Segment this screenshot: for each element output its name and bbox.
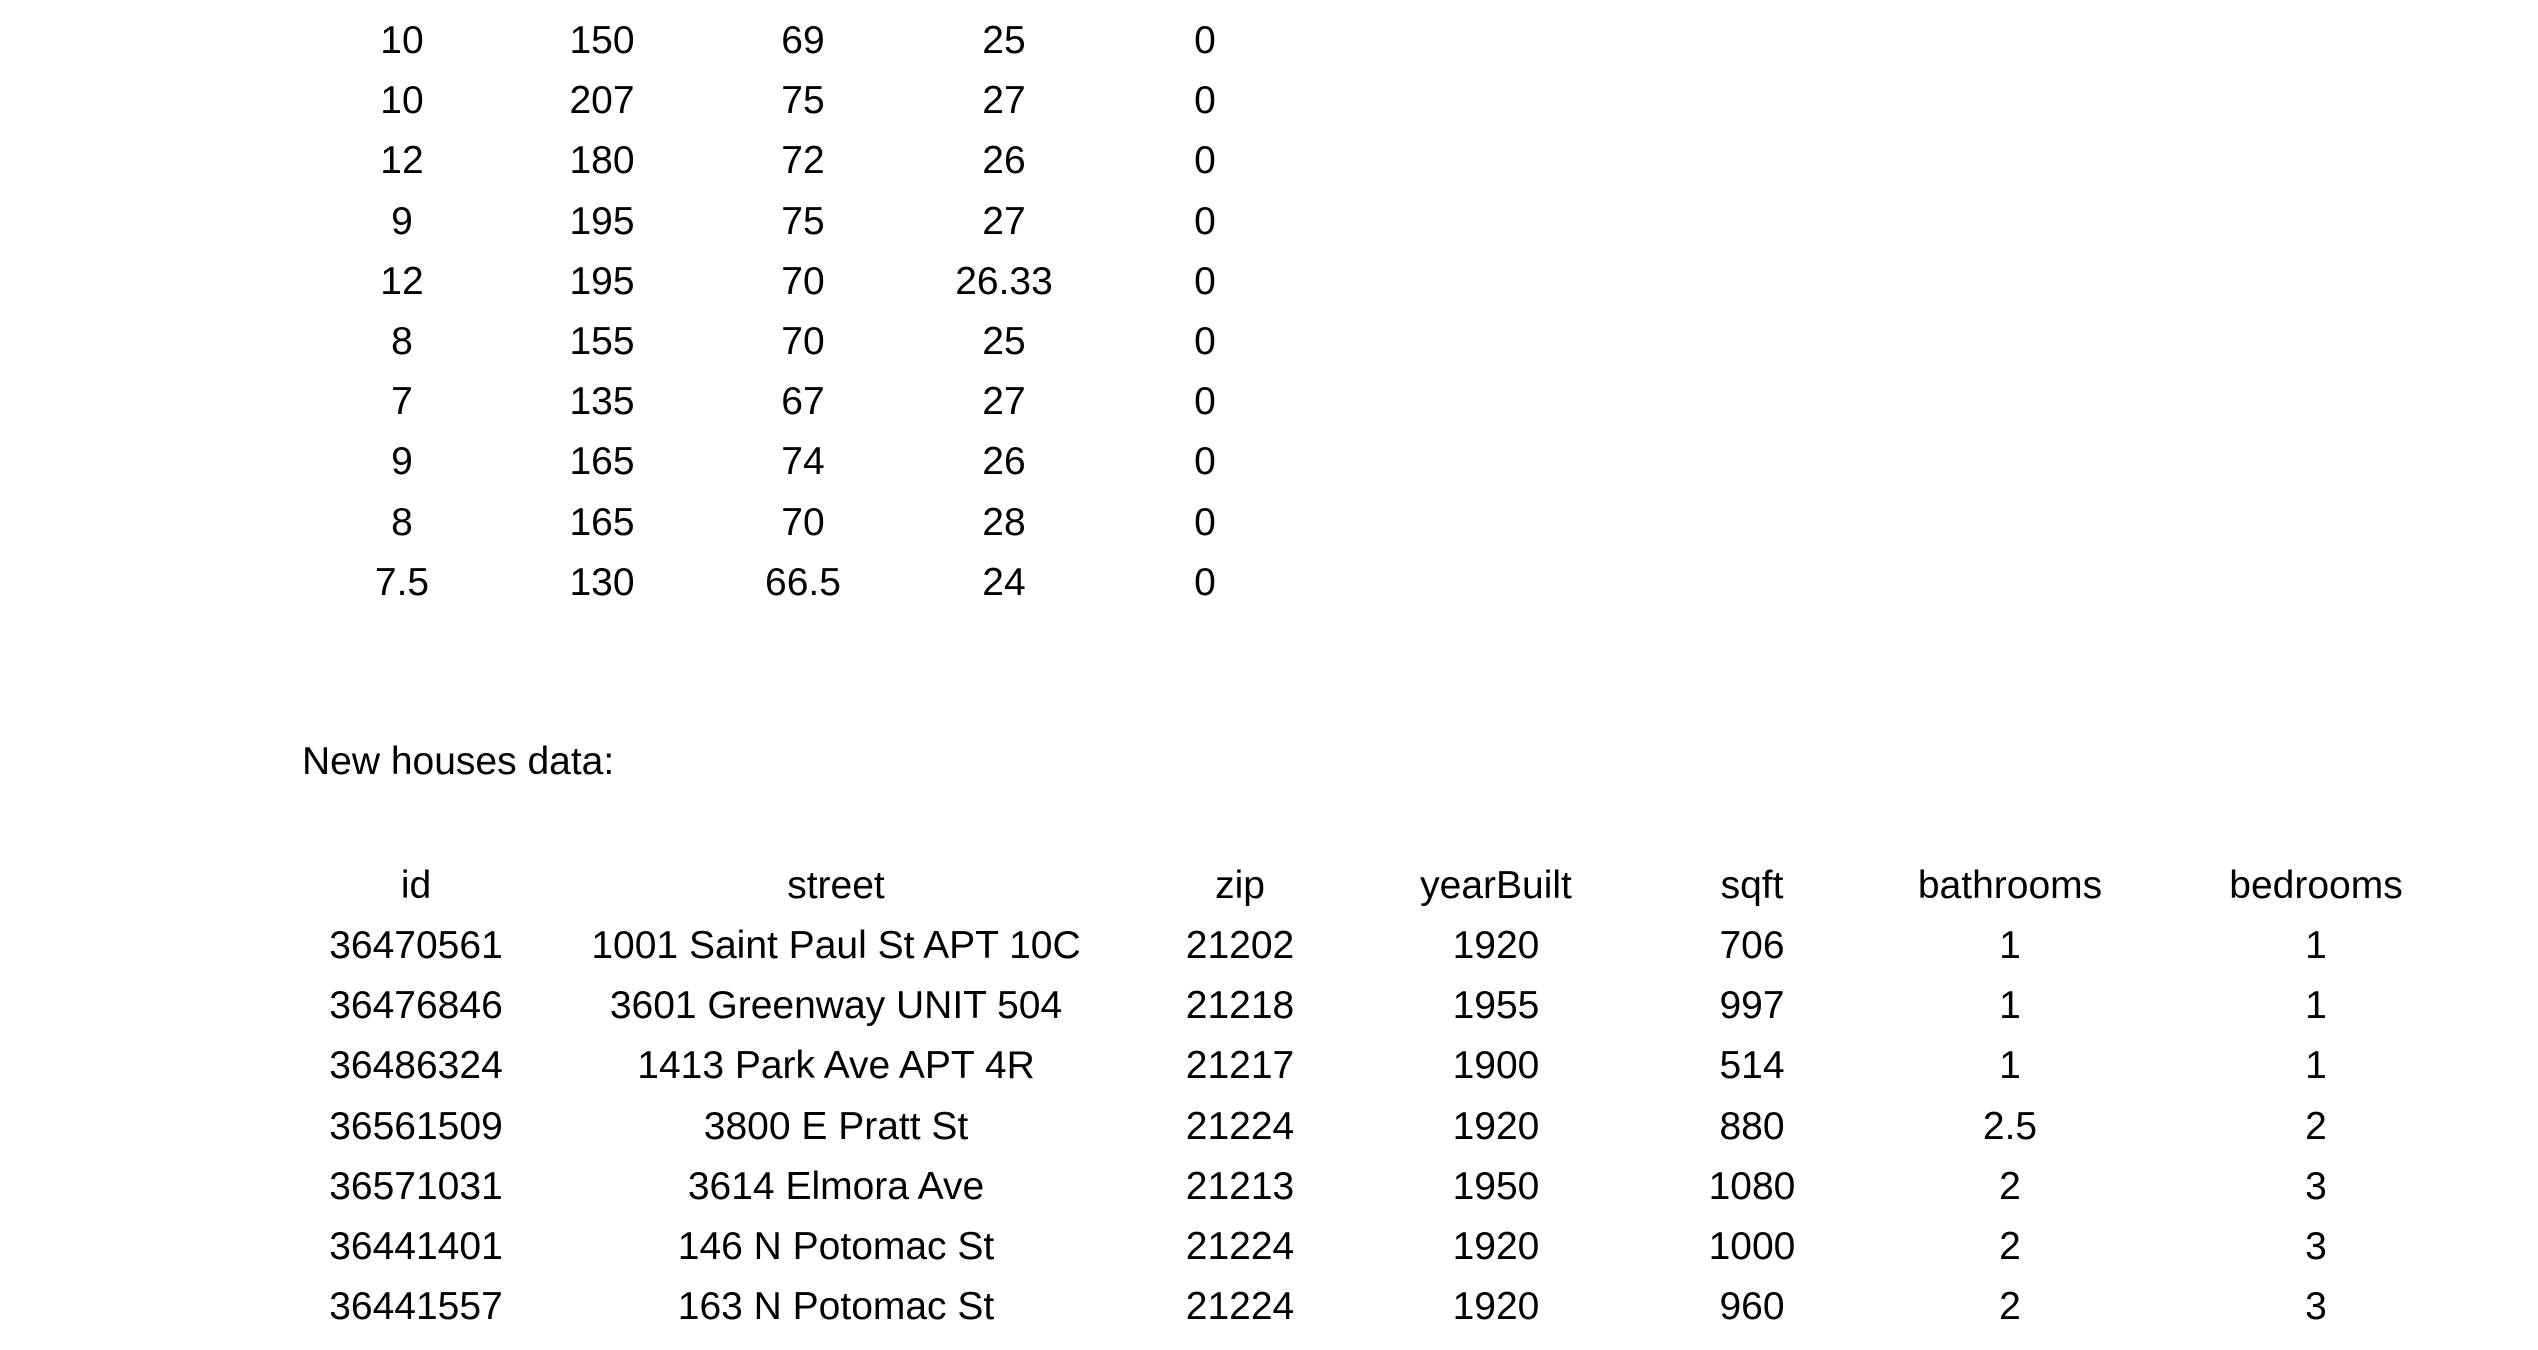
- table-cell: 150: [569, 19, 635, 62]
- table-cell: 2.5: [1982, 1105, 2038, 1148]
- table-cell: 1900: [1452, 1044, 1540, 1087]
- table-cell: 21224: [1185, 1225, 1295, 1268]
- table-cell: 12: [380, 139, 424, 182]
- table-cell: 1950: [1452, 1165, 1540, 1208]
- table-cell: 12: [380, 260, 424, 303]
- table-cell: 1: [1999, 924, 2021, 967]
- table-cell: 26.33: [955, 260, 1053, 303]
- section-label: New houses data:: [302, 740, 615, 783]
- table-cell: 28: [982, 501, 1026, 544]
- table-cell: 2: [1999, 1285, 2021, 1328]
- table-cell: 3: [2305, 1165, 2327, 1208]
- table-cell: 36571031: [329, 1165, 503, 1208]
- table-cell: 75: [781, 200, 825, 243]
- table-cell: 997: [1719, 984, 1785, 1027]
- table-cell: 8: [391, 320, 413, 363]
- table-cell: 880: [1719, 1105, 1785, 1148]
- table-cell: 180: [569, 139, 635, 182]
- table-cell: 514: [1719, 1044, 1785, 1087]
- table-cell: 26: [982, 139, 1026, 182]
- table-cell: 27: [982, 380, 1026, 423]
- column-header: bathrooms: [1917, 864, 2103, 907]
- table-cell: 1413 Park Ave APT 4R: [637, 1044, 1035, 1087]
- table-cell: 960: [1719, 1285, 1785, 1328]
- table-cell: 195: [569, 260, 635, 303]
- table-cell: 146 N Potomac St: [677, 1225, 995, 1268]
- table-cell: 1: [1999, 1044, 2021, 1087]
- table-cell: 1080: [1708, 1165, 1796, 1208]
- column-header: bedrooms: [2229, 864, 2403, 907]
- table-cell: 75: [781, 79, 825, 122]
- table-cell: 36476846: [329, 984, 503, 1027]
- table-cell: 9: [391, 440, 413, 483]
- table-cell: 36441557: [329, 1285, 503, 1328]
- table-cell: 1: [2305, 1044, 2327, 1087]
- table-cell: 2: [2305, 1105, 2327, 1148]
- table-cell: 163 N Potomac St: [677, 1285, 995, 1328]
- table-cell: 21213: [1185, 1165, 1295, 1208]
- table-cell: 7.5: [374, 561, 430, 604]
- table-cell: 72: [781, 139, 825, 182]
- table-cell: 2: [1999, 1165, 2021, 1208]
- table-cell: 3800 E Pratt St: [703, 1105, 969, 1148]
- table-cell: 706: [1719, 924, 1785, 967]
- table-cell: 8: [391, 501, 413, 544]
- table-cell: 3: [2305, 1285, 2327, 1328]
- table-cell: 1: [2305, 984, 2327, 1027]
- table-cell: 0: [1194, 200, 1216, 243]
- table-cell: 36470561: [329, 924, 503, 967]
- table-cell: 3601 Greenway UNIT 504: [609, 984, 1063, 1027]
- table-cell: 3: [2305, 1225, 2327, 1268]
- table-cell: 195: [569, 200, 635, 243]
- table-cell: 10: [380, 19, 424, 62]
- table-cell: 70: [781, 260, 825, 303]
- table-cell: 0: [1194, 139, 1216, 182]
- table-cell: 67: [781, 380, 825, 423]
- table-cell: 36561509: [329, 1105, 503, 1148]
- table-cell: 1001 Saint Paul St APT 10C: [591, 924, 1081, 967]
- table-cell: 7: [391, 380, 413, 423]
- table-cell: 21217: [1185, 1044, 1295, 1087]
- table-cell: 21202: [1185, 924, 1295, 967]
- column-header: street: [787, 864, 885, 907]
- table-cell: 0: [1194, 561, 1216, 604]
- table-cell: 0: [1194, 501, 1216, 544]
- table-cell: 165: [569, 501, 635, 544]
- table-cell: 0: [1194, 320, 1216, 363]
- table-cell: 155: [569, 320, 635, 363]
- table-cell: 69: [781, 19, 825, 62]
- table-cell: 1: [2305, 924, 2327, 967]
- table-cell: 1920: [1452, 1285, 1540, 1328]
- table-cell: 66.5: [765, 561, 841, 604]
- column-header: id: [400, 864, 432, 907]
- table-cell: 27: [982, 79, 1026, 122]
- table-cell: 74: [781, 440, 825, 483]
- table-cell: 21224: [1185, 1105, 1295, 1148]
- table-cell: 9: [391, 200, 413, 243]
- table-cell: 27: [982, 200, 1026, 243]
- table-cell: 70: [781, 501, 825, 544]
- table-cell: 24: [982, 561, 1026, 604]
- table-cell: 1920: [1452, 1225, 1540, 1268]
- table-cell: 207: [569, 79, 635, 122]
- table-cell: 21218: [1185, 984, 1295, 1027]
- table-cell: 36486324: [329, 1044, 503, 1087]
- table-cell: 0: [1194, 380, 1216, 423]
- table-cell: 0: [1194, 260, 1216, 303]
- table-cell: 1: [1999, 984, 2021, 1027]
- table-cell: 10: [380, 79, 424, 122]
- table-cell: 1000: [1708, 1225, 1796, 1268]
- table-cell: 21224: [1185, 1285, 1295, 1328]
- table-cell: 3614 Elmora Ave: [687, 1165, 985, 1208]
- table-cell: 165: [569, 440, 635, 483]
- table-cell: 36441401: [329, 1225, 503, 1268]
- table-cell: 26: [982, 440, 1026, 483]
- table-cell: 0: [1194, 79, 1216, 122]
- table-cell: 25: [982, 320, 1026, 363]
- table-cell: 1920: [1452, 924, 1540, 967]
- table-cell: 135: [569, 380, 635, 423]
- table-cell: 70: [781, 320, 825, 363]
- table-cell: 0: [1194, 19, 1216, 62]
- table-cell: 0: [1194, 440, 1216, 483]
- table-cell: 1920: [1452, 1105, 1540, 1148]
- column-header: zip: [1215, 864, 1265, 907]
- table-cell: 25: [982, 19, 1026, 62]
- table-cell: 2: [1999, 1225, 2021, 1268]
- column-header: yearBuilt: [1420, 864, 1572, 907]
- table-cell: 130: [569, 561, 635, 604]
- column-header: sqft: [1720, 864, 1784, 907]
- table-cell: 1955: [1452, 984, 1540, 1027]
